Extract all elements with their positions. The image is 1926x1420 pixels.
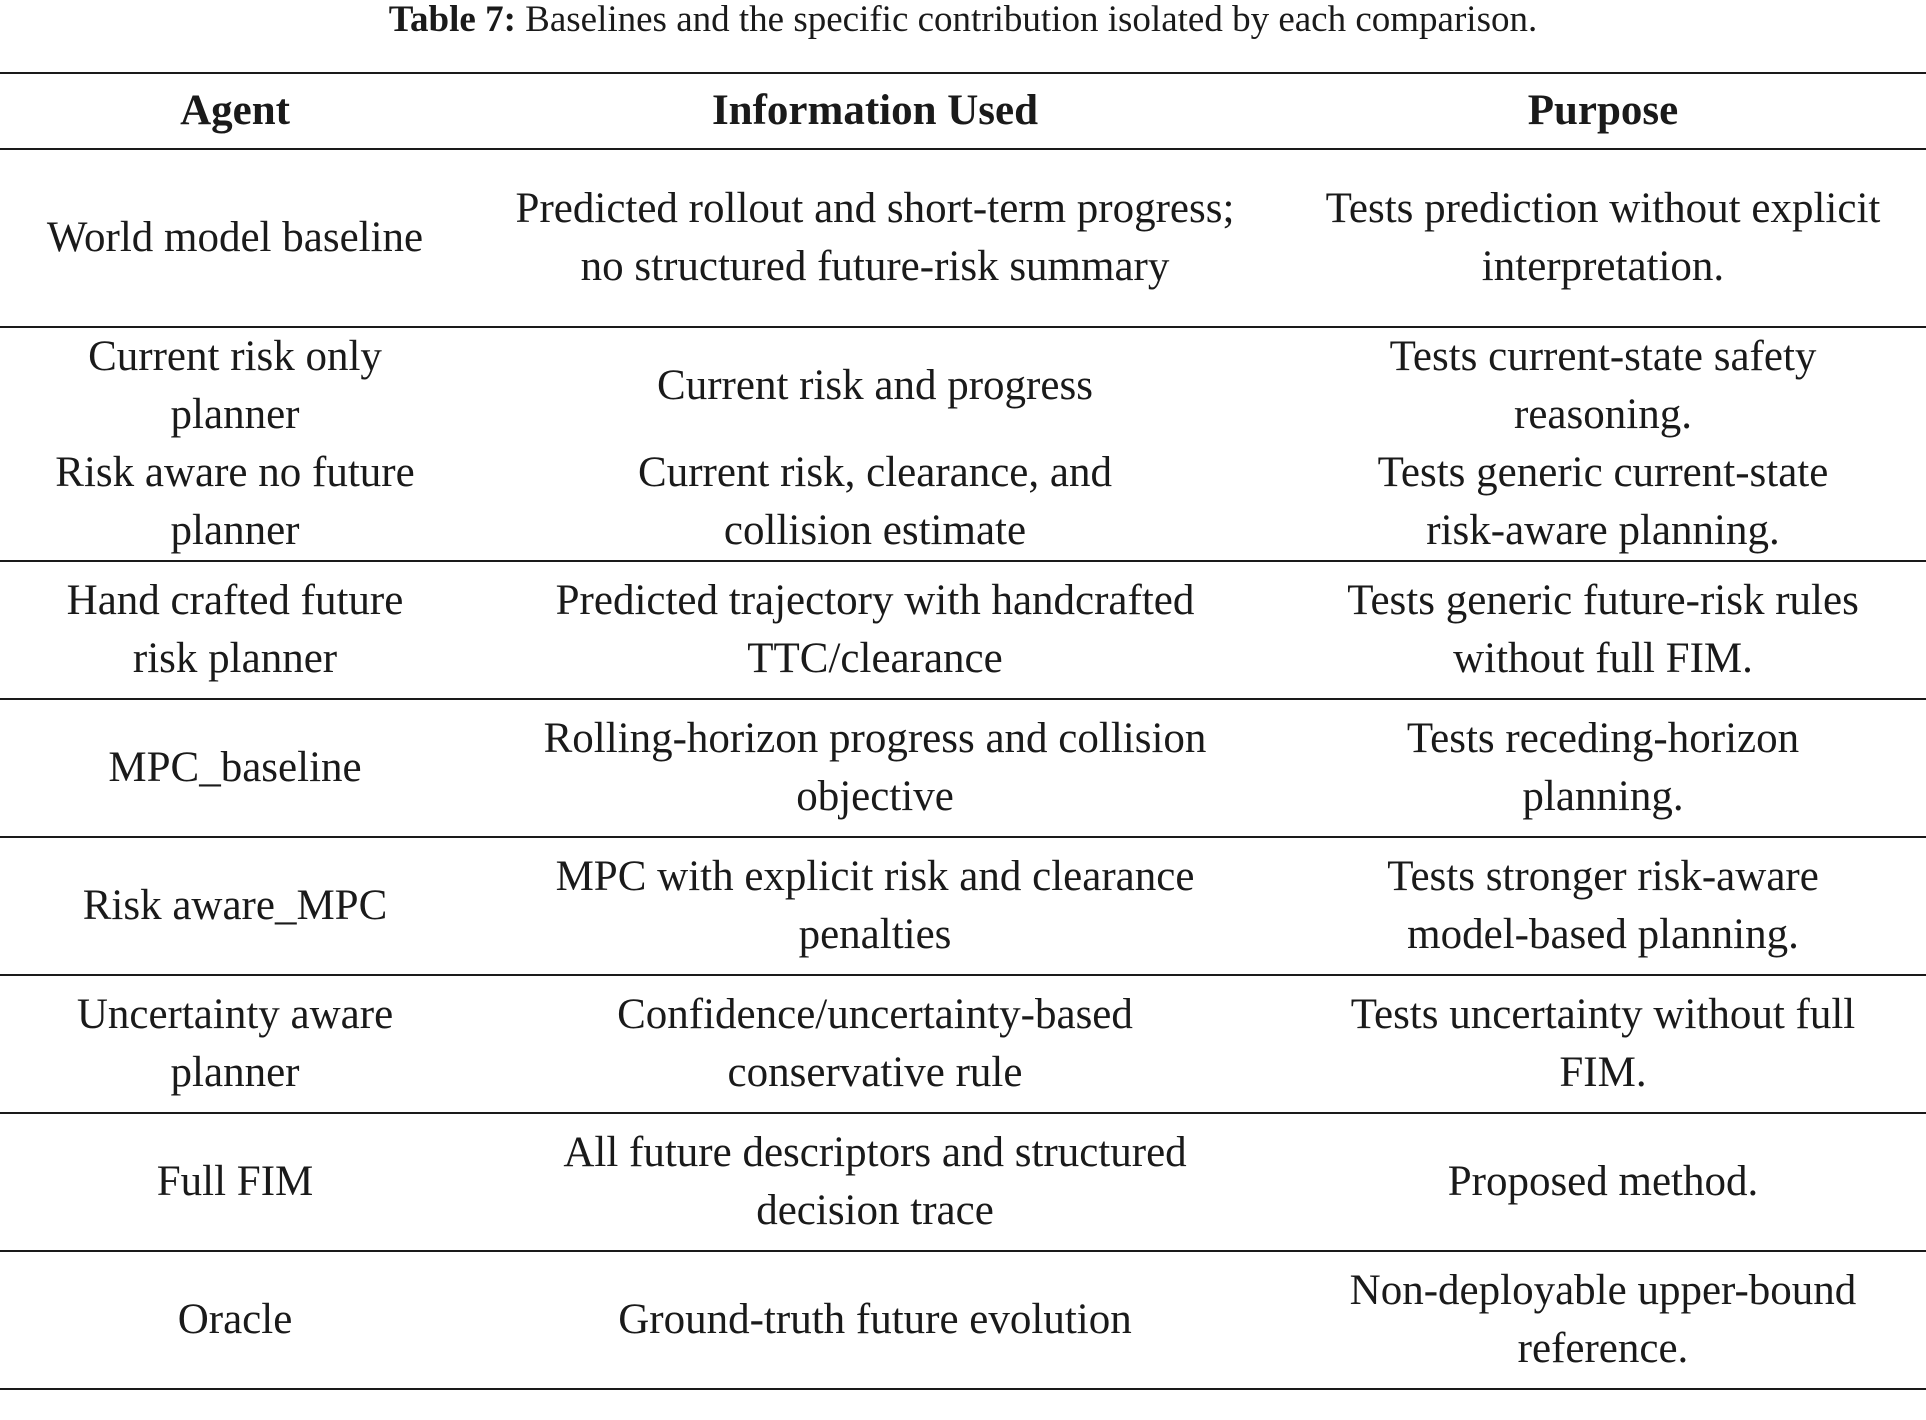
cell-purpose: Tests generic current-state risk-aware planning. — [1280, 444, 1926, 561]
table-row — [0, 561, 1926, 699]
cell-purpose: Tests generic future-risk rules without full FIM. — [1280, 561, 1926, 699]
table-row — [0, 975, 1926, 1113]
header-information-used: Information Used — [470, 73, 1280, 149]
cell-agent: Uncertainty aware planner — [0, 975, 470, 1113]
cell-agent: Hand crafted future risk planner — [0, 561, 470, 699]
table-row — [0, 837, 1926, 975]
baselines-table — [0, 72, 1926, 1390]
cell-agent: Current risk only planner — [88, 333, 382, 438]
table-caption-text: Baselines and the specific contribution isolated by each comparison. — [525, 0, 1538, 40]
table-header-row — [0, 73, 1926, 149]
cell-purpose: Tests prediction without explicit interpretation. — [1280, 149, 1926, 327]
cell-purpose: Tests stronger risk-aware model-based planning. — [1280, 837, 1926, 975]
cell-agent: MPC_baseline — [0, 699, 470, 837]
table-caption-label: Table 7: — [388, 0, 516, 40]
cell-agent: Risk aware_MPC — [0, 837, 470, 975]
cell-information: Confidence/uncertainty-based conservative rule — [470, 975, 1280, 1113]
cell-agent: Risk aware no future planner — [0, 444, 470, 561]
table-row — [0, 327, 1926, 444]
cell-agent: Full FIM — [0, 1113, 470, 1251]
table-row — [0, 1251, 1926, 1389]
header-purpose: Purpose — [1280, 73, 1926, 149]
cell-information: Rolling-horizon progress and collision objective — [470, 699, 1280, 837]
cell-information: Predicted rollout and short-term progress; no structured future-risk summary — [470, 149, 1280, 327]
cell-information: MPC with explicit risk and clearance penalties — [470, 837, 1280, 975]
cell-purpose: Tests uncertainty without full FIM. — [1280, 975, 1926, 1113]
cell-information: All future descriptors and structured decision trace — [470, 1113, 1280, 1251]
cell-purpose: Tests receding-horizon planning. — [1280, 699, 1926, 837]
cell-information: Current risk and progress — [657, 362, 1093, 409]
cell-purpose: Non-deployable upper-bound reference. — [1280, 1251, 1926, 1389]
table-row — [0, 444, 1926, 561]
cell-agent: Oracle — [0, 1251, 470, 1389]
table-caption — [0, 0, 1926, 42]
cell-purpose: Tests current-state safety reasoning. — [1389, 333, 1817, 438]
table-row — [0, 1113, 1926, 1251]
cell-information: Current risk, clearance, and collision estimate — [470, 444, 1280, 561]
table-row — [0, 149, 1926, 327]
cell-purpose: Proposed method. — [1280, 1113, 1926, 1251]
cell-information: Ground-truth future evolution — [470, 1251, 1280, 1389]
cell-agent: World model baseline — [0, 149, 470, 327]
table-row — [0, 699, 1926, 837]
header-agent: Agent — [0, 73, 470, 149]
cell-information: Predicted trajectory with handcrafted TTC/clearance — [470, 561, 1280, 699]
